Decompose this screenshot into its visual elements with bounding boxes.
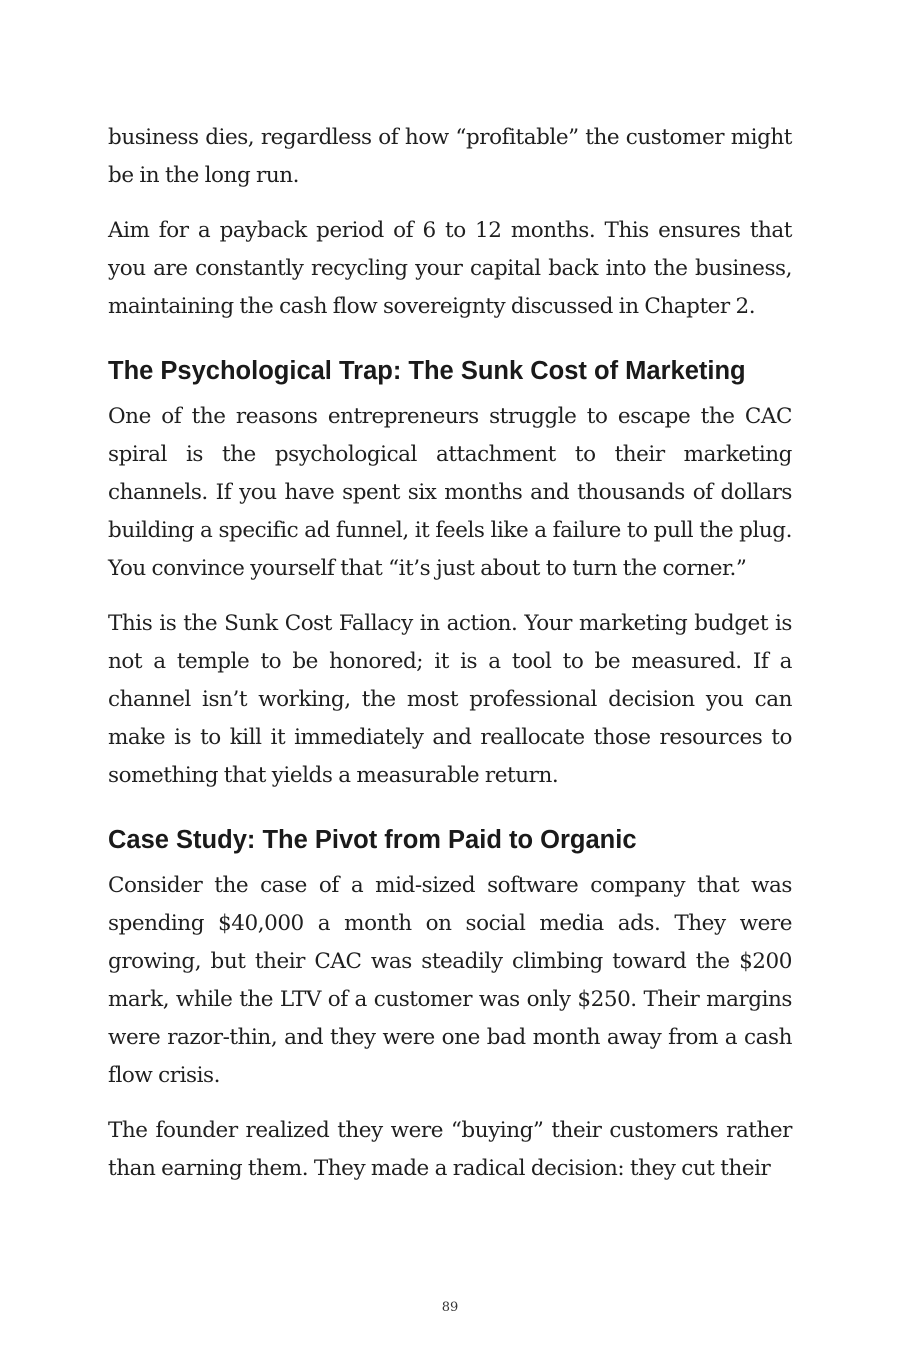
page-body <box>108 119 792 1205</box>
paragraph-5: Consider the case of a mid-sized software company that was spending $40,000 a month on social media ads. They were growing, but their CAC was steadily climbing toward the $200 mark, while the LTV of a customer was only $250. Their margins were razor-thin, and they were one bad month away from a cash flow crisis. <box>108 873 792 1088</box>
paragraph-1: business dies, regardless of how “profitable” the customer might be in the long run. <box>108 125 792 188</box>
section-heading-case-study: Case Study: The Pivot from Paid to Organic <box>108 826 637 854</box>
page-number: 89 <box>441 1300 459 1315</box>
paragraph-2: Aim for a payback period of 6 to 12 months. This ensures that you are constantly recycling your capital back into the business, maintaining the cash flow sovereignty discussed in Chapter 2. <box>108 218 792 319</box>
paragraph-4: This is the Sunk Cost Fallacy in action. Your marketing budget is not a temple to be honored; it is a tool to be measured. If a channel isn’t working, the most professional decision you can make is to kill it immediately and reallocate those resources to something that yields a measurable return. <box>108 611 792 788</box>
section-heading-sunk-cost: The Psychological Trap: The Sunk Cost of Marketing <box>108 357 746 385</box>
paragraph-3: One of the reasons entrepreneurs struggle to escape the CAC spiral is the psychological attachment to their marketing channels. If you have spent six months and thousands of dollars building a specific ad funnel, it feels like a failure to pull the plug. You convince yourself that “it’s just about to turn the corner.” <box>108 404 792 581</box>
paragraph-6: The founder realized they were “buying” their customers rather than earning them. They made a radical decision: they cut their <box>108 1118 792 1181</box>
